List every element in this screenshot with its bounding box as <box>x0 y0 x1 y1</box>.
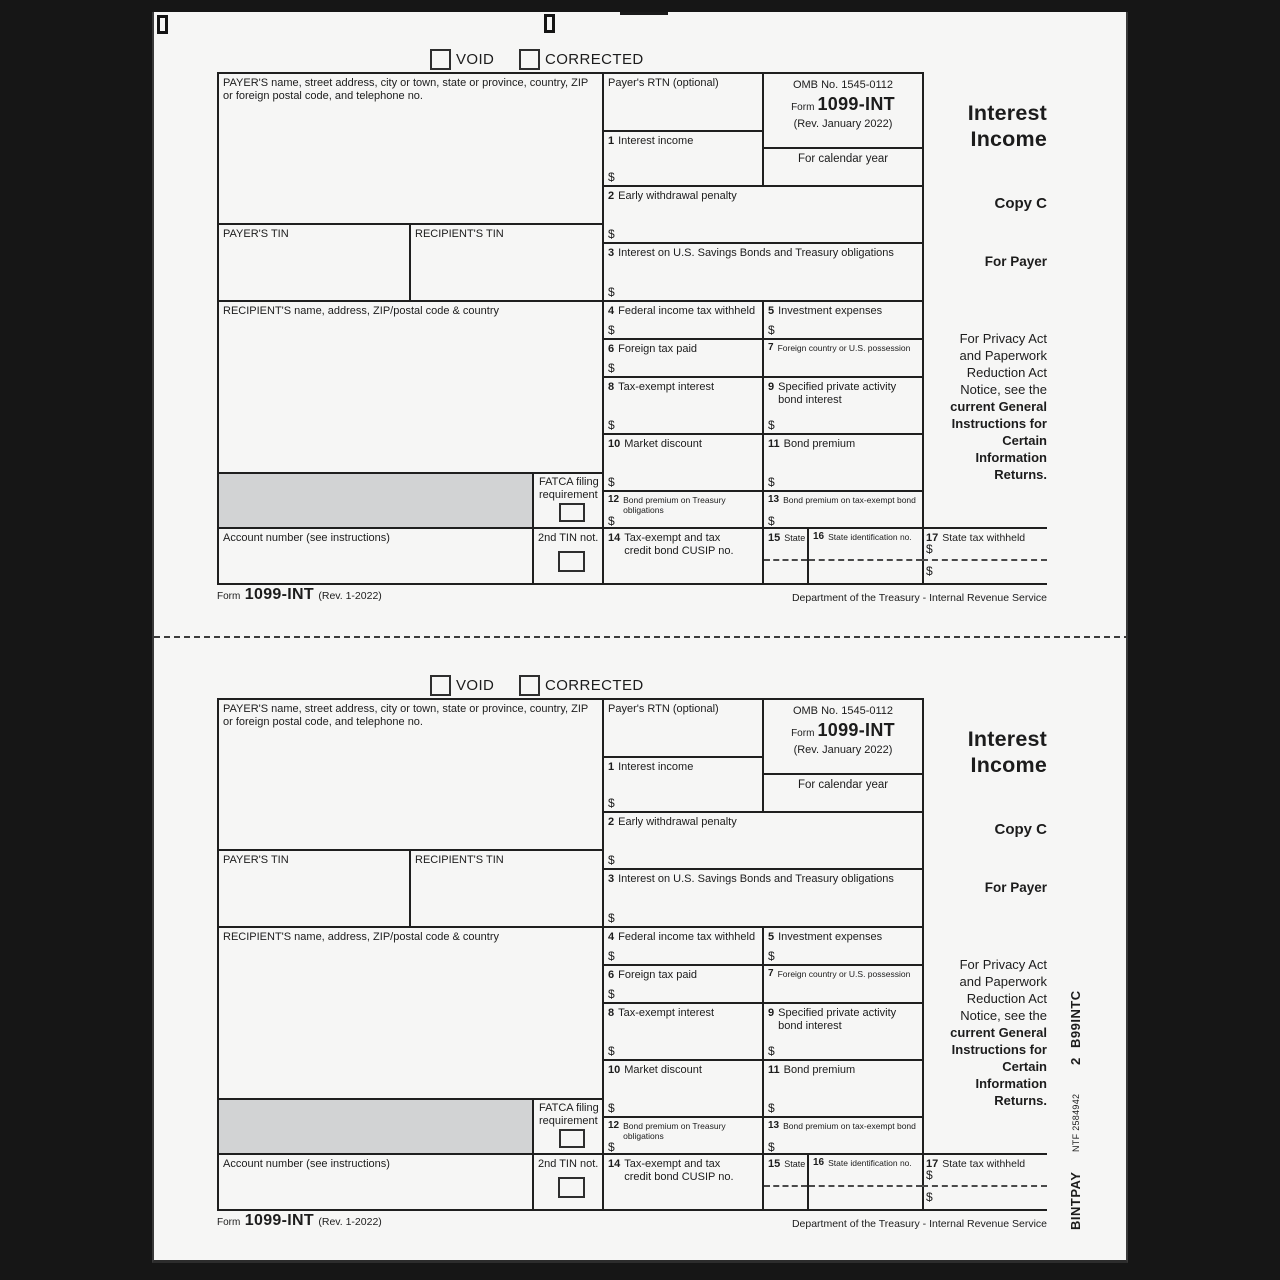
payers-tin-label: PAYER'S TIN <box>223 854 289 866</box>
box-11-bond-premium: 11 Bond premium $ <box>762 1059 924 1118</box>
box-12-bond-premium-treasury: 12 Bond premium on Treasury obligations $ <box>602 1116 764 1155</box>
dollar-sign: $ <box>608 227 615 241</box>
omb-number: OMB No. 1545-0112 <box>792 79 894 91</box>
box-13-bond-premium-tax-exempt: 13 Bond premium on tax-exempt bond $ <box>762 1116 924 1155</box>
dollar-sign: $ <box>608 796 615 810</box>
void-label: VOID <box>456 677 495 694</box>
second-tin-label: 2nd TIN not. <box>538 1158 599 1170</box>
for-payer-label: For Payer <box>984 880 1047 895</box>
fatca-label: FATCA filing requirement <box>539 1102 599 1127</box>
print-code-product: B99INTC <box>1068 990 1083 1048</box>
account-number-box <box>217 1153 534 1211</box>
print-code-sequence: 2 <box>1068 1057 1083 1065</box>
for-payer-label: For Payer <box>984 254 1047 269</box>
dollar-sign: $ <box>608 987 615 1001</box>
state-id-entry-divider <box>809 1185 922 1187</box>
form-number-header: Form 1099-INT <box>791 720 895 740</box>
fatca-checkbox[interactable] <box>559 1129 585 1148</box>
dollar-sign: $ <box>768 1101 775 1115</box>
box-7-foreign-country: 7 Foreign country or U.S. possession <box>762 338 924 378</box>
payers-tin-label: PAYER'S TIN <box>223 228 289 240</box>
privacy-act-notice: For Privacy Act and Paperwork Reduction Act Notice, see the current General Instructions for Certain Information Returns. <box>950 331 1047 482</box>
form-sheet <box>152 12 1128 1263</box>
recipients-tin-label: RECIPIENT'S TIN <box>415 228 504 240</box>
corrected-checkbox[interactable] <box>519 675 540 696</box>
footer-department: Department of the Treasury - Internal Revenue Service <box>791 592 1047 604</box>
dollar-sign: $ <box>608 323 615 337</box>
box-10-market-discount: 10 Market discount $ <box>602 433 764 492</box>
payer-rtn-box <box>602 72 764 132</box>
print-code-ntf: NTF 2584942 <box>1071 1093 1081 1152</box>
recipient-name-address-box <box>217 926 604 1100</box>
box-6-foreign-tax-paid: 6 Foreign tax paid $ <box>602 338 764 378</box>
dollar-sign: $ <box>768 323 775 337</box>
state-tax-entry-divider <box>922 559 1047 561</box>
footer-form-number: Form 1099-INT (Rev. 1-2022) <box>217 1212 382 1229</box>
dollar-sign: $ <box>768 514 775 528</box>
dollar-sign: $ <box>926 1168 933 1182</box>
box-2-early-withdrawal-penalty: 2 Early withdrawal penalty $ <box>602 811 924 870</box>
dollar-sign: $ <box>608 285 615 299</box>
box-13-bond-premium-tax-exempt: 13 Bond premium on tax-exempt bond $ <box>762 490 924 529</box>
box-7-foreign-country: 7 Foreign country or U.S. possession <box>762 964 924 1004</box>
box-14-cusip-number: 14 Tax-exempt and tax credit bond CUSIP no. <box>602 527 764 585</box>
form-title: Interest Income <box>967 727 1047 777</box>
recipient-block-label: RECIPIENT'S name, address, ZIP/postal code & country <box>223 305 499 317</box>
second-tin-notice-box <box>532 527 604 585</box>
account-number-box <box>217 527 534 585</box>
calendar-year-label: For calendar year <box>797 153 889 165</box>
box-17-state-tax-withheld: 17 State tax withheld $ $ <box>922 527 1047 585</box>
box-10-market-discount: 10 Market discount $ <box>602 1059 764 1118</box>
box-1-interest-income: 1 Interest income $ <box>602 756 764 813</box>
box-12-bond-premium-treasury: 12 Bond premium on Treasury obligations $ <box>602 490 764 529</box>
privacy-act-notice: For Privacy Act and Paperwork Reduction Act Notice, see the current General Instructions for Certain Information Returns. <box>950 957 1047 1108</box>
calendar-year-box <box>762 773 924 813</box>
dollar-sign: $ <box>608 949 615 963</box>
payer-name-address-box <box>217 698 604 851</box>
void-label: VOID <box>456 51 495 68</box>
void-checkbox[interactable] <box>430 675 451 696</box>
calendar-year-box <box>762 147 924 187</box>
box-4-federal-income-tax-withheld: 4 Federal income tax withheld $ <box>602 300 764 340</box>
box-15-state: 15 State <box>762 1153 809 1211</box>
box-5-investment-expenses: 5 Investment expenses $ <box>762 926 924 966</box>
dollar-sign: $ <box>608 1044 615 1058</box>
recipients-tin-box <box>409 849 604 928</box>
payer-rtn-box <box>602 698 764 758</box>
payer-rtn-label: Payer's RTN (optional) <box>608 77 719 89</box>
second-tin-checkbox[interactable] <box>558 1177 585 1198</box>
state-tax-entry-divider <box>922 1185 1047 1187</box>
form-copy-top <box>154 12 1128 638</box>
form-title: Interest Income <box>967 101 1047 151</box>
recipient-block-label: RECIPIENT'S name, address, ZIP/postal code & country <box>223 931 499 943</box>
box-15-state: 15 State <box>762 527 809 585</box>
corrected-label: CORRECTED <box>545 677 644 694</box>
payer-block-label: PAYER'S name, street address, city or town, state or province, country, ZIP or foreign postal code, and telephone no. <box>223 703 589 728</box>
dollar-sign: $ <box>608 170 615 184</box>
recipient-name-address-box <box>217 300 604 474</box>
box-6-foreign-tax-paid: 6 Foreign tax paid $ <box>602 964 764 1004</box>
corrected-label: CORRECTED <box>545 51 644 68</box>
dollar-sign: $ <box>608 911 615 925</box>
shaded-reserved-box <box>217 1098 534 1155</box>
print-code-payer: BINTPAY <box>1068 1171 1083 1230</box>
box-8-tax-exempt-interest: 8 Tax-exempt interest $ <box>602 376 764 435</box>
second-tin-notice-box <box>532 1153 604 1211</box>
form-revision: (Rev. January 2022) <box>793 744 893 756</box>
box-9-specified-private-activity-bond-interest: 9 Specified private activity bond interest $ <box>762 1002 924 1061</box>
second-tin-label: 2nd TIN not. <box>538 532 599 544</box>
box-11-bond-premium: 11 Bond premium $ <box>762 433 924 492</box>
state-entry-divider <box>764 559 807 561</box>
shaded-reserved-box <box>217 472 534 529</box>
dollar-sign: $ <box>608 853 615 867</box>
dollar-sign: $ <box>608 475 615 489</box>
copy-designation: Copy C <box>994 195 1047 212</box>
box-14-cusip-number: 14 Tax-exempt and tax credit bond CUSIP no. <box>602 1153 764 1211</box>
corrected-checkbox[interactable] <box>519 49 540 70</box>
dollar-sign: $ <box>926 564 933 578</box>
dollar-sign: $ <box>926 542 933 556</box>
dollar-sign: $ <box>608 361 615 375</box>
state-entry-divider <box>764 1185 807 1187</box>
footer-form-number: Form 1099-INT (Rev. 1-2022) <box>217 586 382 603</box>
fatca-checkbox[interactable] <box>559 503 585 522</box>
form-copy-bottom <box>154 638 1128 1263</box>
dollar-sign: $ <box>608 514 615 528</box>
box-17-state-tax-withheld: 17 State tax withheld $ $ <box>922 1153 1047 1211</box>
calendar-year-label: For calendar year <box>797 779 889 791</box>
payers-tin-box <box>217 223 411 302</box>
box-3-savings-bonds-interest: 3 Interest on U.S. Savings Bonds and Treasury obligations $ <box>602 868 924 928</box>
form-revision: (Rev. January 2022) <box>793 118 893 130</box>
state-id-entry-divider <box>809 559 922 561</box>
payer-rtn-label: Payer's RTN (optional) <box>608 703 719 715</box>
second-tin-checkbox[interactable] <box>558 551 585 572</box>
payer-name-address-box <box>217 72 604 225</box>
fatca-filing-requirement-box <box>532 1098 604 1155</box>
box-9-specified-private-activity-bond-interest: 9 Specified private activity bond interest $ <box>762 376 924 435</box>
box-2-early-withdrawal-penalty: 2 Early withdrawal penalty $ <box>602 185 924 244</box>
copy-designation: Copy C <box>994 821 1047 838</box>
dollar-sign: $ <box>608 1101 615 1115</box>
account-number-label: Account number (see instructions) <box>223 532 390 544</box>
dollar-sign: $ <box>768 1044 775 1058</box>
recipients-tin-box <box>409 223 604 302</box>
box-16-state-identification-no: 16 State identification no. <box>807 527 924 585</box>
dollar-sign: $ <box>768 418 775 432</box>
recipients-tin-label: RECIPIENT'S TIN <box>415 854 504 866</box>
omb-number: OMB No. 1545-0112 <box>792 705 894 717</box>
dollar-sign: $ <box>926 1190 933 1204</box>
fatca-label: FATCA filing requirement <box>539 476 599 501</box>
payers-tin-box <box>217 849 411 928</box>
void-checkbox[interactable] <box>430 49 451 70</box>
dollar-sign: $ <box>608 1140 615 1154</box>
dollar-sign: $ <box>768 475 775 489</box>
box-5-investment-expenses: 5 Investment expenses $ <box>762 300 924 340</box>
box-1-interest-income: 1 Interest income $ <box>602 130 764 187</box>
dollar-sign: $ <box>608 418 615 432</box>
fatca-filing-requirement-box <box>532 472 604 529</box>
box-16-state-identification-no: 16 State identification no. <box>807 1153 924 1211</box>
footer-department: Department of the Treasury - Internal Revenue Service <box>791 1218 1047 1230</box>
box-8-tax-exempt-interest: 8 Tax-exempt interest $ <box>602 1002 764 1061</box>
dollar-sign: $ <box>768 1140 775 1154</box>
box-3-savings-bonds-interest: 3 Interest on U.S. Savings Bonds and Treasury obligations $ <box>602 242 924 302</box>
dollar-sign: $ <box>768 949 775 963</box>
payer-block-label: PAYER'S name, street address, city or town, state or province, country, ZIP or foreign postal code, and telephone no. <box>223 77 589 102</box>
box-4-federal-income-tax-withheld: 4 Federal income tax withheld $ <box>602 926 764 966</box>
account-number-label: Account number (see instructions) <box>223 1158 390 1170</box>
form-number-header: Form 1099-INT <box>791 94 895 114</box>
